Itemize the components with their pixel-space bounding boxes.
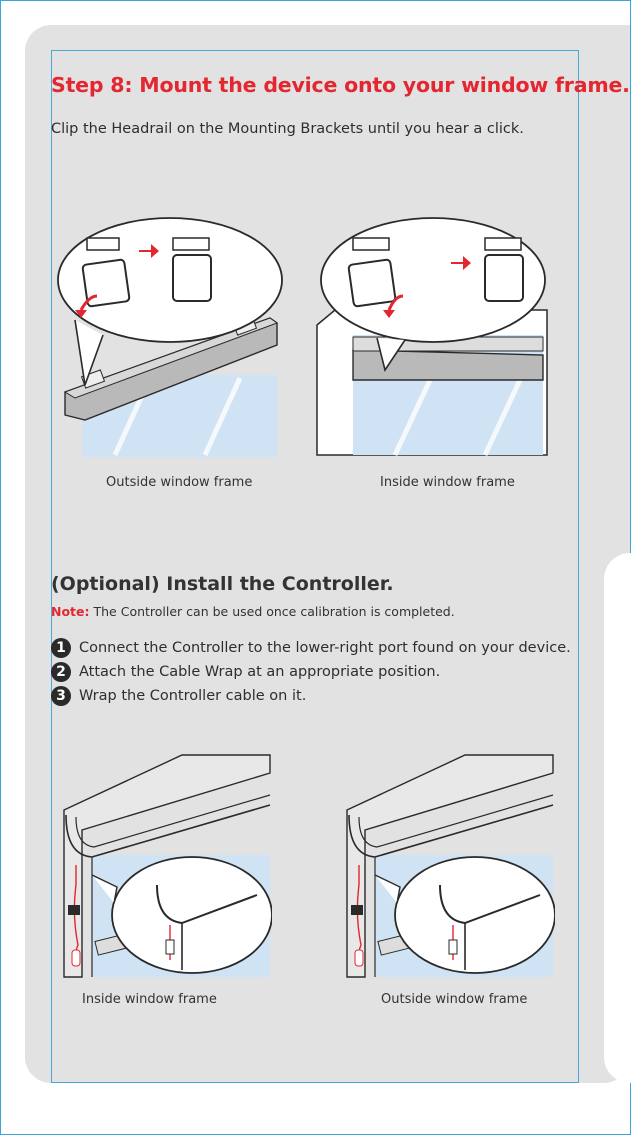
controller-note (51, 604, 455, 619)
step-number-1: 1 (51, 638, 71, 658)
caption-controller-inside: Inside window frame (82, 992, 217, 1007)
controller-step-2 (51, 662, 440, 682)
controller-step-3 (51, 686, 306, 706)
illustration-controller-outside (335, 745, 555, 980)
step8-title: Step 8: Mount the device onto your window frame. (51, 73, 630, 97)
controller-title: (Optional) Install the Controller. (51, 573, 394, 595)
illustration-controller-inside (52, 745, 272, 980)
note-text: The Controller can be used once calibration is completed. (89, 604, 455, 619)
step-number-3: 3 (51, 686, 71, 706)
page-tab (604, 553, 631, 1083)
note-label: Note: (51, 604, 90, 619)
step-text-2: Attach the Cable Wrap at an appropriate position. (79, 664, 441, 680)
step8-instruction: Clip the Headrail on the Mounting Brackets until you hear a click. (51, 121, 524, 137)
step-text-3: Wrap the Controller cable on it. (79, 688, 307, 704)
step-number-2: 2 (51, 662, 71, 682)
illustration-inside-frame (315, 210, 550, 460)
illustration-outside-frame (55, 210, 295, 460)
caption-controller-outside: Outside window frame (381, 992, 528, 1007)
step-text-1: Connect the Controller to the lower-right port found on your device. (79, 640, 571, 656)
caption-outside-frame: Outside window frame (106, 475, 253, 490)
controller-step-1 (51, 638, 571, 658)
caption-inside-frame: Inside window frame (380, 475, 515, 490)
